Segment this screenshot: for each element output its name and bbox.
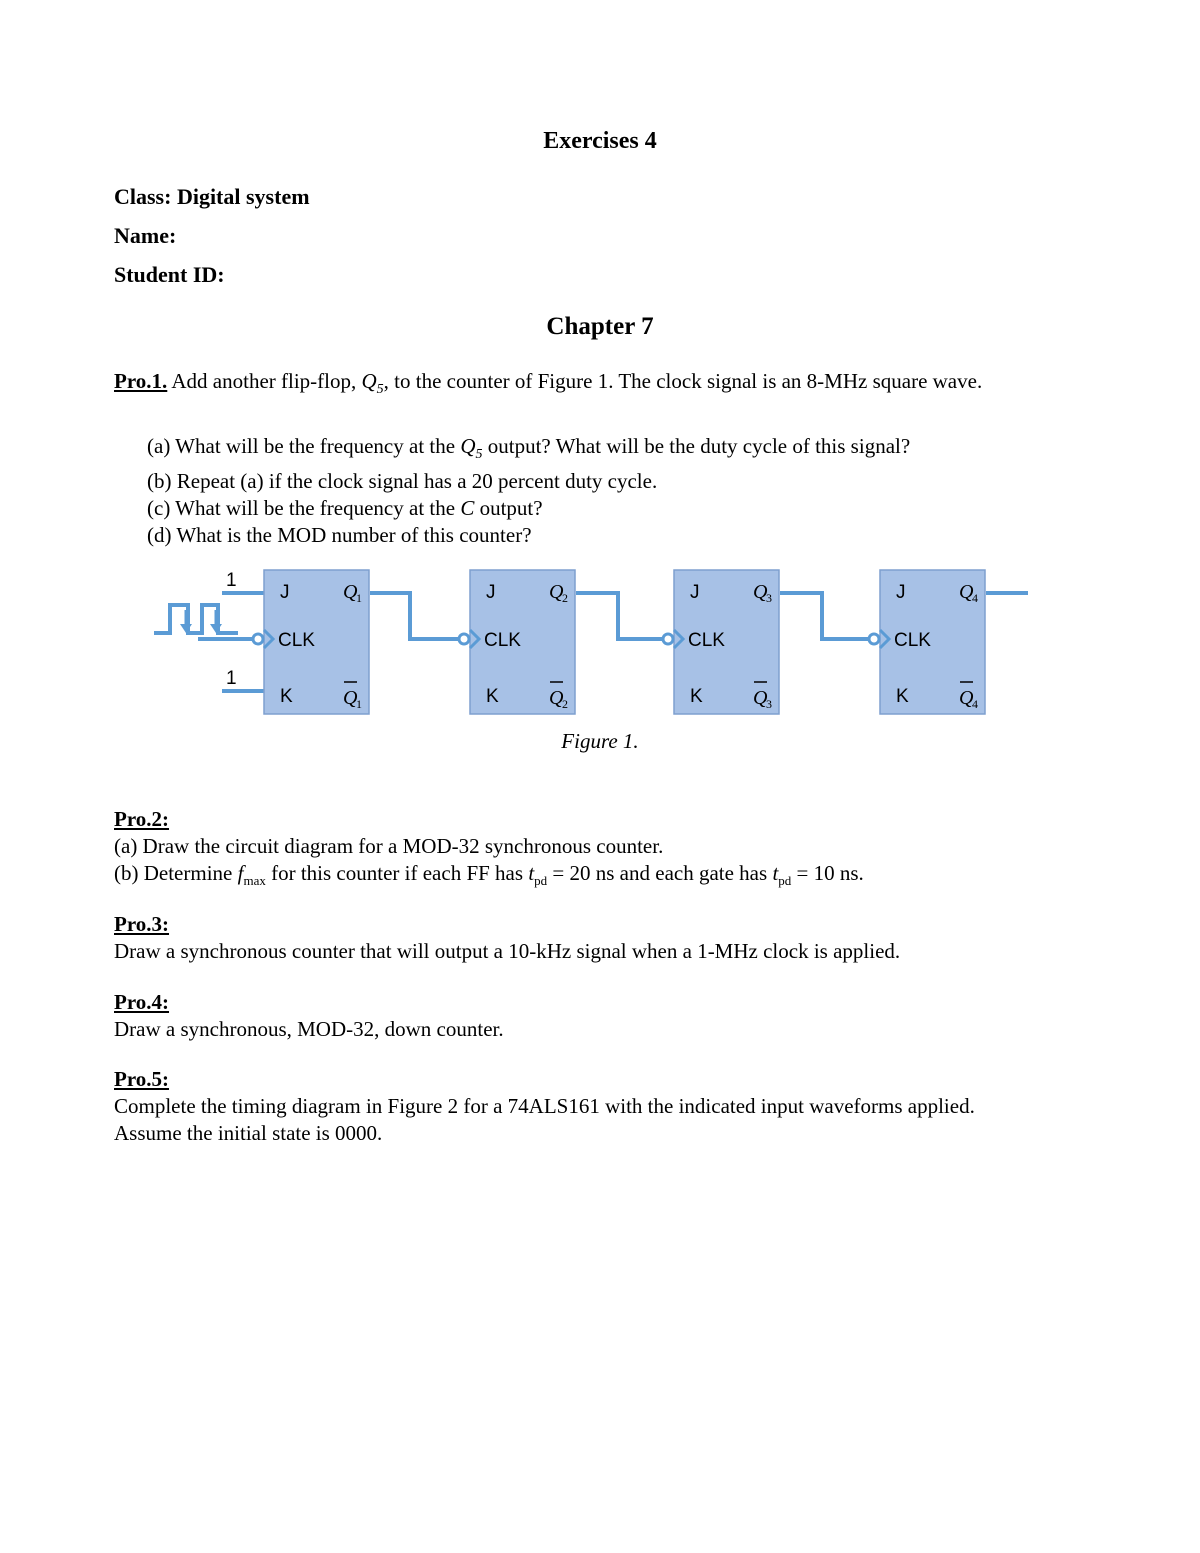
pro3-text: Draw a synchronous counter that will output a 10-kHz signal when a 1-MHz clock is applied.	[114, 939, 901, 963]
ff4-clk-label: CLK	[894, 630, 931, 651]
ff2-q-sub: 2	[562, 591, 568, 605]
ff3-q-sub: 3	[766, 591, 772, 605]
ff3-q-label: Q	[753, 581, 768, 603]
pro1-item-c-var: C	[460, 496, 475, 521]
q2-q3-wire	[576, 593, 664, 639]
pro2-block	[114, 806, 1088, 894]
pro5-text-2: Assume the initial state is 0000.	[114, 1121, 383, 1145]
ff1-clk-label: CLK	[278, 630, 315, 651]
pro2-b-t2: t	[772, 861, 779, 885]
pro4-block	[114, 989, 1088, 1043]
ff1-qbar-sub: 1	[356, 697, 362, 711]
pro2-b-pre: (b) Determine	[114, 861, 238, 885]
pro3-block	[114, 911, 1088, 965]
pro4-label: Pro.4:	[114, 990, 170, 1014]
ff2-clk-label: CLK	[484, 630, 521, 651]
figure1-caption: Figure 1.	[561, 729, 639, 753]
ff3-k-label: K	[690, 686, 703, 707]
ff1-j-label: J	[280, 582, 290, 603]
name-line: Name:	[114, 223, 177, 248]
pro1-item-a-q: Q	[460, 434, 476, 458]
pro3-label: Pro.3:	[114, 912, 170, 936]
ff3-clk-bubble	[663, 634, 673, 644]
ff2-q-label: Q	[549, 581, 564, 603]
k-input-label: 1	[226, 668, 237, 689]
student-id-line: Student ID:	[114, 262, 225, 287]
ff2-clk-bubble	[459, 634, 469, 644]
pro1-item-a	[147, 433, 1087, 468]
ff4-k-label: K	[896, 686, 909, 707]
pro2-b-t1: t	[528, 861, 535, 885]
clock-input-waveform	[154, 605, 238, 633]
ff2-qbar-sub: 2	[562, 697, 568, 711]
q1-q2-wire	[370, 593, 462, 639]
ff2-k-label: K	[486, 686, 499, 707]
pro1-item-c-post: output?	[474, 496, 543, 521]
class-line: Class: Digital system	[114, 184, 310, 209]
pro2-b-t1sub: pd	[534, 873, 548, 889]
flip-flop-2	[459, 570, 575, 714]
pro2-b-t2sub: pd	[778, 873, 792, 889]
ff3-qbar-label: Q	[753, 687, 768, 709]
q3-q4-wire	[780, 593, 872, 639]
pro1-item-d: (d) What is the MOD number of this counter?	[147, 523, 532, 548]
pro2-item-a: (a) Draw the circuit diagram for a MOD-32 synchronous counter.	[114, 834, 664, 858]
pro1-item-c-pre: (c) What will be the frequency at the	[147, 496, 461, 521]
pro1-item-a-pre: (a) What will be the frequency at the	[147, 434, 461, 458]
pro1-q5: Q	[361, 369, 377, 393]
chapter-heading: Chapter 7	[546, 313, 654, 340]
flip-flop-4	[869, 570, 985, 714]
pro2-b-fsub: max	[243, 873, 266, 889]
ff4-qbar-label: Q	[959, 687, 974, 709]
pro1-label: Pro.1.	[114, 369, 168, 393]
ff4-j-label: J	[896, 582, 906, 603]
pro5-block	[114, 1066, 1088, 1147]
ff4-q-label: Q	[959, 581, 974, 603]
ff4-q-sub: 4	[972, 591, 978, 605]
flip-flop-3	[663, 570, 779, 714]
pro2-b-f: f	[237, 861, 244, 885]
pro1-item-a-post: output? What will be the duty cycle of this signal?	[482, 434, 911, 458]
pro1-text-a: Add another flip-flop,	[167, 369, 362, 393]
pro1-item-b: (b) Repeat (a) if the clock signal has a 20 percent duty cycle.	[147, 469, 658, 494]
ff1-k-label: K	[280, 686, 293, 707]
ff4-qbar-sub: 4	[972, 697, 978, 711]
ff2-qbar-label: Q	[549, 687, 564, 709]
pro1-text-b: , to the counter of Figure 1. The clock signal is an 8-MHz square wave.	[383, 369, 983, 393]
pro1-item-c	[147, 495, 1087, 521]
pro2-b-mid2: = 20 ns and each gate has	[547, 861, 773, 885]
pro2-item-b	[114, 860, 1088, 894]
j-input-label: 1	[226, 570, 237, 591]
ff1-clk-bubble	[253, 634, 263, 644]
pro2-b-mid: for this counter if each FF has	[265, 861, 529, 885]
pro5-text-1: Complete the timing diagram in Figure 2 for a 74ALS161 with the indicated input waveforms applied.	[114, 1094, 975, 1118]
pro5-label: Pro.5:	[114, 1067, 170, 1091]
ff3-qbar-sub: 3	[766, 697, 772, 711]
ff1-q-label: Q	[343, 581, 358, 603]
flip-flop-1	[253, 570, 369, 714]
pro1-item-a-sub: 5	[475, 447, 483, 463]
pro2-b-end: = 10 ns.	[791, 861, 864, 885]
ff1-q-sub: 1	[356, 591, 362, 605]
pro1-paragraph	[114, 368, 1088, 403]
pro4-text: Draw a synchronous, MOD-32, down counter.	[114, 1017, 504, 1041]
pro1-q5-sub: 5	[376, 382, 384, 398]
figure1-diagram	[140, 560, 1040, 720]
ff2-j-label: J	[486, 582, 496, 603]
ff3-clk-label: CLK	[688, 630, 725, 651]
document-title: Exercises 4	[543, 128, 657, 154]
pro1-sublist	[147, 433, 1087, 548]
ff4-clk-bubble	[869, 634, 879, 644]
ff3-j-label: J	[690, 582, 700, 603]
ff1-qbar-label: Q	[343, 687, 358, 709]
pro2-label: Pro.2:	[114, 807, 170, 831]
